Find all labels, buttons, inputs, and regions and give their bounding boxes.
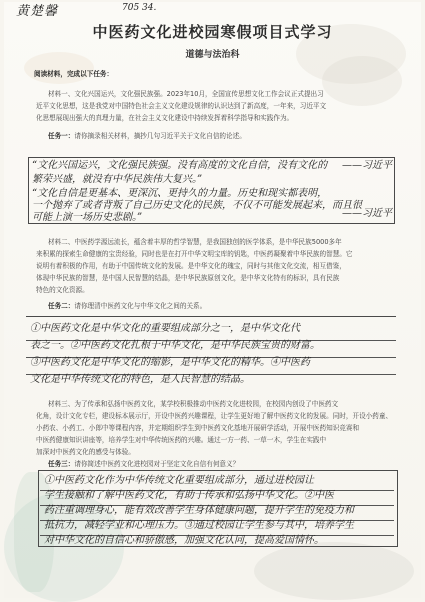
task3-text: 请你简述中医药文化进校园对于坚定文化自信有何意义？: [74, 460, 240, 468]
task3-answer-line: 对中华文化的自信心和骄傲感，加强文化认同，提高爱国情怀。: [44, 535, 324, 546]
material2-line1: 材料二、中医药学源远流长，蕴含着丰厚的哲学智慧，是我国独创的医学体系，是中华民族5000多年: [48, 238, 342, 246]
task1-text: 请你摘录相关材料，摘抄几句习近平关于文化自信的论述。: [74, 132, 246, 140]
task2-answer-line: ①中医药文化是中华文化的重要组成部分之一，是中华文化代: [30, 323, 300, 334]
task3-answer-line: 药注重调理身心，能有效改善学生身体健康问题，提升学生的免疫力和: [44, 505, 354, 516]
task1-answer-line: “文化兴国运兴，文化强民族强。没有高度的文化自信，没有文化的: [32, 160, 328, 171]
task1-answer-attribution: ——习近平: [342, 208, 392, 219]
task2-prompt: [48, 300, 398, 312]
material1-line1: 材料一、文化兴国运兴，文化强民族强。2023年10月，全国宣传思想文化工作会议正式提出习: [48, 90, 324, 98]
task3-label: 任务三：: [48, 460, 75, 468]
task2-answer-line: 表之一。②中医药文化扎根于中华文化，是中华民族宝贵的财富。: [30, 340, 320, 351]
material2-line5: 特色的文化资源。: [36, 286, 89, 294]
page-title: 中医药文化进校园寒假项目式学习: [92, 23, 333, 41]
task1-answer-attribution: ——习近平: [342, 160, 392, 171]
intro-instruction: 阅读材料，完成以下任务：: [34, 70, 114, 78]
material3-line4: 中医药健康知识讲座等，培养学生对中华传统医药的兴趣。通过一方一药、一草一木，学生在实践中: [36, 436, 327, 444]
material2-line3: 说明有着积极的作用，有助于中国传统文化的发展。是中华文化的瑰宝，同时与其他文化交流，相互借鉴，: [36, 262, 346, 270]
material3-line5: 加深对中医药文化的感受与体验。: [36, 448, 135, 456]
task3-prompt: [48, 458, 398, 470]
task1-label: 任务一：: [48, 132, 75, 140]
task1-prompt: [48, 130, 398, 142]
task3-answer-line: 抵抗力，减轻学业和心理压力。③通过校园让学生参与其中，培养学生: [44, 520, 354, 531]
student-name: 黄楚馨: [16, 4, 59, 19]
task2-answer-line: 文化是中华传统文化的特色，是人民智慧的结晶。: [30, 374, 250, 385]
material1-line3: 化思想展现出强大的真理力量，在社会主义文化建设中持续发挥着科学指导和实践作为。: [36, 114, 294, 122]
material2-line4: 体现中华民族的智慧，是中国人民智慧的结晶，是中华民族原创文化，是中华文化特有的标识，具有民族: [36, 274, 340, 282]
task2-label: 任务二：: [48, 302, 75, 310]
student-id: 705 34.: [122, 3, 157, 13]
material2-line2: 来积累的探索生命健康的宝贵经验，同时也是在打开中华文明宝库的钥匙，中医药凝聚着中华民族的智慧。它: [36, 250, 353, 258]
task3-answer-line: ①中医药文化作为中华传统文化重要组成部分，通过进校园让: [44, 475, 314, 486]
landscape-decoration: [254, 542, 414, 600]
material3-line3: 小药农、小药工、小郎中等课程内容，并定期组织学生到中医药文化基地开展研学活动，开展中医药知识竞赛和: [36, 424, 360, 432]
task2-text: 请你理清中医药文化与中华文化之间的关系。: [74, 302, 207, 310]
task1-answer-line: 一个抛弃了或者背叛了自己历史文化的民族，不仅不可能发展起来，而且很: [32, 200, 362, 211]
material1-line2: 近平文化思想，这是我党对中国特色社会主义文化建设规律的认识达到了新高度，一年来，习近平文: [36, 102, 327, 110]
task1-answer-line: 繁荣兴盛，就没有中华民族伟大复兴。”: [32, 174, 203, 185]
material3-line1: 材料三、为了传承和弘扬中医药文化，某学校积极推动中医药文化进校园，在校园内创设了中医药文: [48, 400, 339, 408]
task1-answer-line: “文化自信是更基本、更深沉、更持久的力量。历史和现实都表明，: [32, 188, 328, 199]
page-subtitle: 道德与法治科: [185, 50, 240, 60]
task2-answer-line: ③中医药文化是中华文化的缩影，是中华文化的精华。④中医药: [30, 357, 310, 368]
material3-line2: 化角，设计文化专栏，建设标本展示厅，开设中医药兴趣课程，让学生更好地了解中医药文化的发展。同时，开设小药童、: [36, 412, 393, 420]
task3-answer-line: 学生接触和了解中医药文化，有助于传承和弘扬中华文化。②中医: [44, 490, 334, 501]
task1-answer-line: 可能上演一场历史悲剧。”: [32, 212, 143, 223]
